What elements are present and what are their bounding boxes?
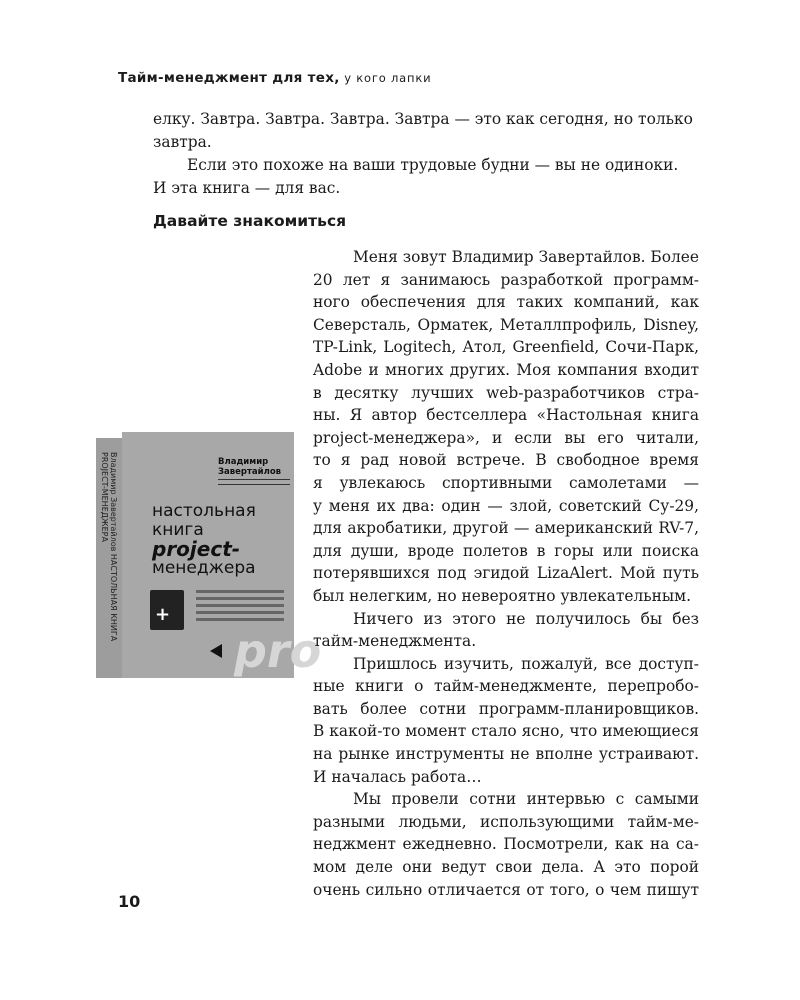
main-text-column <box>313 246 699 901</box>
body-text-line: Мы провели сотни интервью с самыми <box>353 790 699 809</box>
book-cover-rule <box>218 479 290 485</box>
arrow-left-icon <box>210 644 222 658</box>
plus-icon: + <box>155 604 171 625</box>
body-text-line: очень сильно отличается от того, о чем пишут <box>313 880 699 899</box>
body-text-line: 20 лет я занимаюсь разработкой программ- <box>313 270 699 289</box>
book-spine <box>96 438 122 678</box>
body-text-line: у меня их два: один — злой, советский Су-29, <box>313 496 699 515</box>
intro-line: И эта книга — для вас. <box>153 179 341 197</box>
running-header-regular: у кого лапки <box>344 71 432 85</box>
body-text-line: ного обеспечения для таких компаний, как <box>313 293 699 312</box>
book-cover-title-line: менеджера <box>152 558 256 578</box>
book-cover-title-line: project- <box>152 537 241 561</box>
page-number: 10 <box>118 892 141 911</box>
body-text-line: ные книги о тайм-менеджменте, перепробо- <box>313 677 699 696</box>
book-cover-title-line: книга <box>152 520 204 540</box>
intro-line: елку. Завтра. Завтра. Завтра. Завтра — это как сегодня, но только <box>153 110 693 128</box>
body-text-line: тайм-менеджмента. <box>313 632 477 651</box>
section-heading: Давайте знакомиться <box>153 212 347 230</box>
body-text-line: TP-Link, Logitech, Атол, Greenfield, Сочи-Парк, <box>313 338 699 357</box>
intro-line: завтра. <box>153 133 212 151</box>
body-text-line: потерявшихся под эгидой LizaAlert. Мой путь <box>313 564 699 583</box>
body-text-line: я увлекаюсь спортивными самолетами — <box>313 473 699 492</box>
body-text-line: Ничего из этого не получилось бы без <box>353 609 699 628</box>
body-text-line: разными людьми, использующими тайм-ме- <box>313 812 699 831</box>
book-cover-badge <box>150 590 184 630</box>
body-text-line: был нелегким, но невероятно увлекательным. <box>313 586 691 605</box>
book-cover-blurb <box>196 590 284 625</box>
body-text-line: неджмент ежедневно. Посмотрели, как на са- <box>313 835 699 854</box>
body-text-line: ны. Я автор бестселлера «Настольная книга <box>313 406 699 425</box>
running-header <box>118 70 431 86</box>
body-text-line: Меня зовут Владимир Завертайлов. Более <box>353 248 699 266</box>
body-text-line: Пришлось изучить, пожалуй, все доступ- <box>353 654 699 673</box>
body-text-line: на рынке инструменты не вполне устраивают. <box>313 745 699 764</box>
book-cover-title-line: настольная <box>152 501 256 521</box>
book-spine-text: Владимир Завертайлов НАСТОЛЬНАЯ КНИГА PROJECT-МЕНЕДЖЕРА <box>100 452 118 642</box>
intro-line: Если это похоже на ваши трудовые будни — вы не одиноки. <box>187 156 679 174</box>
book-cover-watermark: pro <box>234 624 322 678</box>
body-text-line: в десятку лучших web-разработчиков стра- <box>313 383 699 402</box>
body-text-line: мом деле они ведут свои дела. А это порой <box>313 858 699 877</box>
body-text-line: Adobe и многих других. Моя компания входит <box>313 360 699 379</box>
book-cover-image <box>96 432 322 678</box>
body-text-line: В какой-то момент стало ясно, что имеющиеся <box>313 722 699 741</box>
body-text-line: project-менеджера», и если вы его читали, <box>313 428 699 447</box>
body-text-line: для акробатики, другой — американский RV-7, <box>313 519 699 538</box>
body-text-line: для души, вроде полетов в горы или поиска <box>313 541 699 560</box>
body-text-line: то я рад новой встрече. В свободное время <box>313 451 699 470</box>
body-text-line: Северсталь, Орматек, Металлпрофиль, Disney, <box>313 315 699 334</box>
running-header-bold: Тайм-менеджмент для тех, <box>118 70 340 86</box>
book-front-cover <box>122 432 322 678</box>
body-text-line: вать более сотни программ-планировщиков. <box>313 699 699 718</box>
book-cover-title <box>152 502 294 578</box>
body-text-line: И началась работа… <box>313 767 482 786</box>
book-cover-author: Владимир Завертайлов <box>218 457 282 477</box>
